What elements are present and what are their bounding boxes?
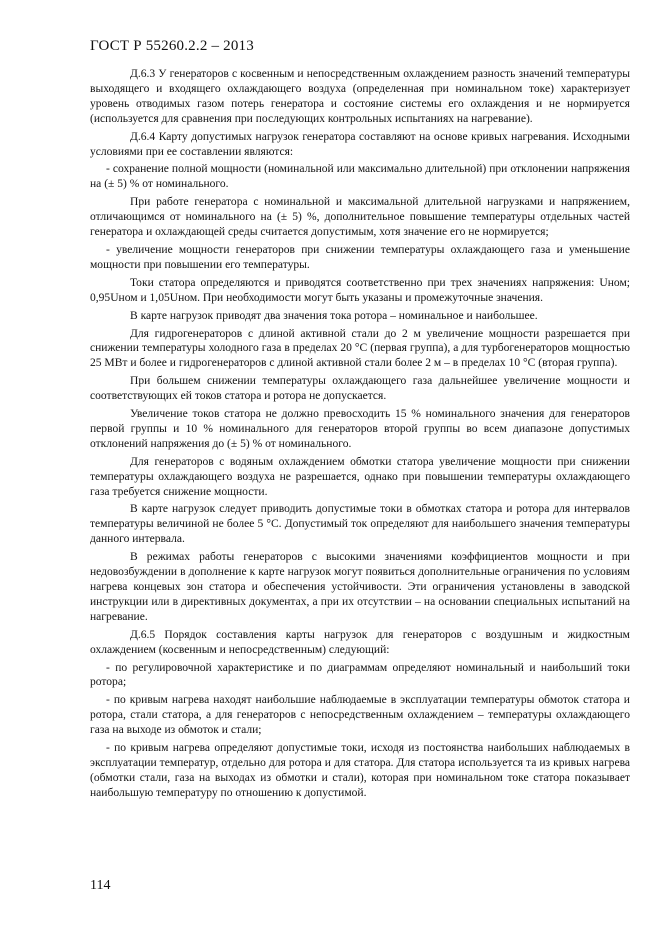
- paragraph: В карте нагрузок приводят два значения тока ротора – номинальное и наибольшее.: [130, 309, 538, 322]
- list-item: - по кривым нагрева находят наибольшие наблюдаемые в эксплуатации температуры обмоток статора и ротора, стали статора, а для генераторов с непосредственным охлаждением – температуры охлаждающего газа на выходе из обмоток и стали;: [90, 694, 630, 737]
- paragraph: В режимах работы генераторов с высокими значениями коэффициентов мощности и при недовозбуждении в дополнение к карте нагрузок могут появиться дополнительные ограничения по условиям нагрева концевых зон статора и обеспечения устойчивости. Эти ограничения установлены в заводской инструкции или в директивных документах, а при их отсутствии – на основании специальных испытаний на нагревание.: [90, 551, 630, 623]
- paragraph: Д.6.3 У генераторов с косвенным и непосредственным охлаждением разность значений температуры выходящего и входящего охлаждающего воздуха (определенная при номинальном токе) характеризует уровень отводимых газом потерь генератора и состояние системы его охлаждения и не нормируется (используется для сравнения при последующих контрольных испытаниях на нагревание).: [90, 68, 630, 125]
- paragraph: Токи статора определяются и приводятся соответственно при трех значениях напряжения: Uном; 0,95Uном и 1,05Uном. При необходимости могут быть указаны и промежуточные значения.: [90, 276, 630, 304]
- paragraph: Для генераторов с водяным охлаждением обмотки статора увеличение мощности при снижении температуры охлаждающего воздуха не разрешается, однако при повышении температуры охлаждающего газа требуется снижение мощности.: [90, 455, 630, 498]
- page-number: 114: [90, 878, 111, 893]
- list-item: - увеличение мощности генераторов при снижении температуры охлаждающего газа и уменьшение мощности при повышении его температуры.: [90, 243, 630, 271]
- list-item: - по регулировочной характеристике и по диаграммам определяют номинальный и наибольший токи ротора;: [90, 661, 630, 689]
- paragraph: Д.6.4 Карту допустимых нагрузок генератора составляют на основе кривых нагревания. Исходными условиями при ее составлении являются:: [90, 130, 630, 158]
- list-item: - по кривым нагрева определяют допустимые токи, исходя из постоянства наибольших наблюдаемых в эксплуатации температур, отдельно для ротора и для статора. Для статора используется та из кривых нагрева (обмотки стали, газа на выходах из обмотки и стали), которая при номинальном токе статора показывает наибольшую температуру по отношению к допустимой.: [90, 742, 630, 799]
- paragraph: Д.6.5 Порядок составления карты нагрузок для генераторов с воздушным и жидкостным охлаждением (косвенным и непосредственным) следующий:: [90, 628, 630, 656]
- paragraph: Для гидрогенераторов с длиной активной стали до 2 м увеличение мощности разрешается при снижении температуры холодного газа в пределах 20 °С (первая группа), а для турбогенераторов мощностью 25 МВт и более и гидрогенераторов с длиной активной стали более 2 м – в пределах 10 °С (вторая группа).: [90, 327, 630, 370]
- document-body: [90, 67, 630, 804]
- paragraph: При большем снижении температуры охлаждающего газа дальнейшее увеличение мощности и соответствующих ей токов статора и ротора не допускается.: [90, 375, 630, 403]
- paragraph: В карте нагрузок следует приводить допустимые токи в обмотках статора и ротора для интервалов температуры величиной не более 5 °С. Допустимый ток определяют для наибольшего значения температуры данного интервала.: [90, 503, 630, 546]
- paragraph: При работе генератора с номинальной и максимальной длительной нагрузками и напряжением, отличающимся от номинального на (± 5) %, дополнительное повышение температуры отдельных частей генератора и охлаждающей среды считается допустимым, хотя значение его не нормируется;: [90, 196, 630, 239]
- document-header: ГОСТ Р 55260.2.2 – 2013: [90, 38, 254, 54]
- paragraph: Увеличение токов статора не должно превосходить 15 % номинального значения для генераторов первой группы и 10 % номинального для генераторов второй группы во всем диапазоне допустимых отклонений напряжения до (± 5) % от номинального.: [90, 408, 630, 450]
- list-item: - сохранение полной мощности (номинальной или максимально длительной) при отклонении напряжения на (± 5) % от номинального.: [90, 163, 630, 191]
